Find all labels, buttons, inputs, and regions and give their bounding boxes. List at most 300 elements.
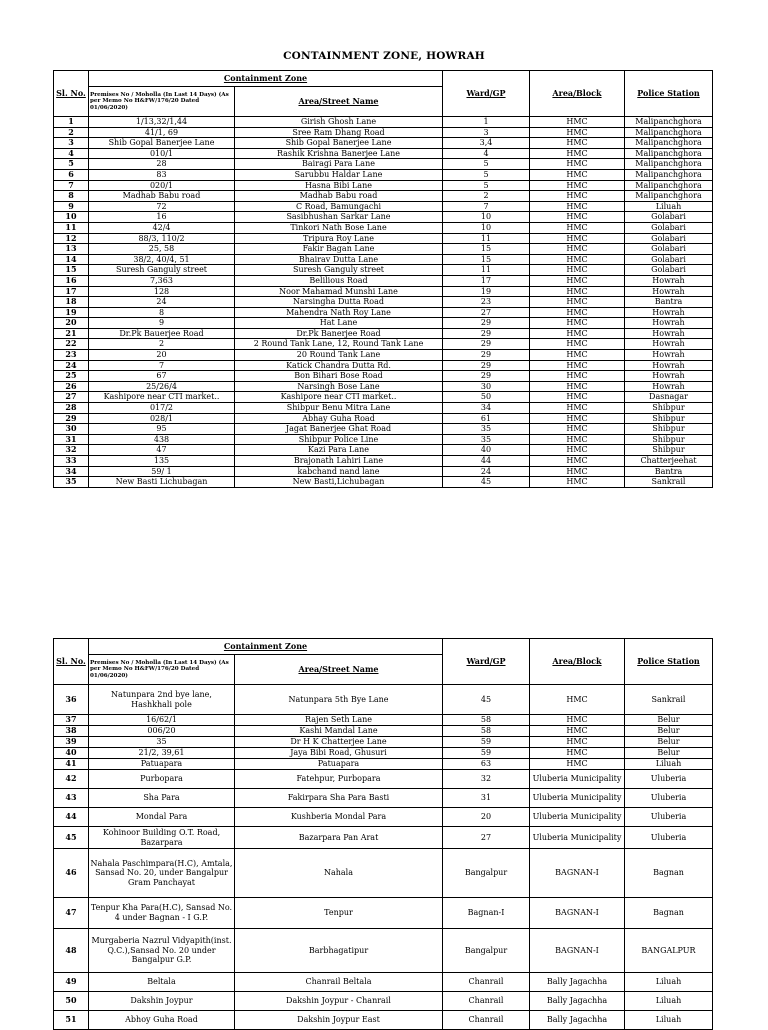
cell-premises: 28 <box>89 159 235 170</box>
cell-ward-gp: 29 <box>443 318 530 329</box>
cell-area-block: HMC <box>530 466 625 477</box>
cell-ward-gp: 29 <box>443 360 530 371</box>
cell-premises: 42/4 <box>89 222 235 233</box>
cell-area-street: Fakir Bagan Lane <box>235 244 443 255</box>
cell-area-block: HMC <box>530 212 625 223</box>
table-row <box>54 445 713 456</box>
cell-premises: Shib Gopal Banerjee Lane <box>89 138 235 149</box>
cell-premises: Sha Para <box>89 789 235 808</box>
cell-premises: Abhoy Guha Road <box>89 1011 235 1030</box>
cell-sl-no: 39 <box>54 737 89 748</box>
cell-area-street: kabchand nand lane <box>235 466 443 477</box>
cell-police-station: Golabari <box>625 265 713 276</box>
cell-police-station: Golabari <box>625 212 713 223</box>
cell-area-street: Hat Lane <box>235 318 443 329</box>
header-area-block: Area/Block <box>530 71 625 117</box>
cell-sl-no: 9 <box>54 201 89 212</box>
table-row <box>54 371 713 382</box>
cell-sl-no: 36 <box>54 685 89 715</box>
cell-ward-gp: 34 <box>443 403 530 414</box>
cell-area-block: HMC <box>530 117 625 128</box>
cell-ward-gp: 11 <box>443 233 530 244</box>
cell-ward-gp: 58 <box>443 715 530 726</box>
cell-sl-no: 48 <box>54 929 89 973</box>
table-row <box>54 222 713 233</box>
cell-area-street: Madhab Babu road <box>235 191 443 202</box>
cell-premises: 25, 58 <box>89 244 235 255</box>
cell-area-street: Hasna Bibi Lane <box>235 180 443 191</box>
cell-area-street: Sasibhushan Sarkar Lane <box>235 212 443 223</box>
cell-police-station: Belur <box>625 748 713 759</box>
cell-premises: 7,363 <box>89 275 235 286</box>
cell-premises: 67 <box>89 371 235 382</box>
cell-premises: 2 <box>89 339 235 350</box>
cell-police-station: Bantra <box>625 466 713 477</box>
cell-area-block: HMC <box>530 424 625 435</box>
cell-sl-no: 17 <box>54 286 89 297</box>
cell-premises: 7 <box>89 360 235 371</box>
cell-police-station: Bantra <box>625 297 713 308</box>
cell-area-street: 2 Round Tank Lane, 12, Round Tank Lane <box>235 339 443 350</box>
cell-area-block: HMC <box>530 222 625 233</box>
cell-police-station: Uluberia <box>625 808 713 827</box>
cell-area-street: Sarubbu Haldar Lane <box>235 169 443 180</box>
table-row <box>54 827 713 849</box>
cell-police-station: Malipanchghora <box>625 169 713 180</box>
cell-police-station: Shibpur <box>625 424 713 435</box>
table-row <box>54 413 713 424</box>
cell-ward-gp: 24 <box>443 466 530 477</box>
table-row <box>54 169 713 180</box>
cell-premises: 017/2 <box>89 403 235 414</box>
cell-area-block: HMC <box>530 350 625 361</box>
cell-police-station: Liluah <box>625 973 713 992</box>
cell-police-station: Howrah <box>625 360 713 371</box>
cell-sl-no: 33 <box>54 456 89 467</box>
cell-sl-no: 5 <box>54 159 89 170</box>
table-row <box>54 127 713 138</box>
cell-area-block: HMC <box>530 138 625 149</box>
header-ward-gp: Ward/GP <box>443 639 530 685</box>
cell-area-block: HMC <box>530 275 625 286</box>
cell-premises: 88/3, 110/2 <box>89 233 235 244</box>
cell-police-station: Howrah <box>625 307 713 318</box>
cell-area-block: HMC <box>530 244 625 255</box>
table-row <box>54 212 713 223</box>
header-premises: Premises No / Moholla (In Last 14 Days) (As per Memo No H&FW/176/20 Dated 01/06/2020) <box>89 655 235 685</box>
cell-area-block: BAGNAN-I <box>530 898 625 929</box>
table-row <box>54 808 713 827</box>
table-row <box>54 1011 713 1030</box>
cell-premises: 16 <box>89 212 235 223</box>
header-containment-zone: Containment Zone <box>89 71 443 87</box>
table-row <box>54 180 713 191</box>
cell-police-station: Sankrail <box>625 477 713 488</box>
cell-area-street: Fatehpur, Purbopara <box>235 770 443 789</box>
cell-area-block: HMC <box>530 148 625 159</box>
cell-sl-no: 47 <box>54 898 89 929</box>
cell-sl-no: 7 <box>54 180 89 191</box>
table-row <box>54 201 713 212</box>
table-row <box>54 466 713 477</box>
table-row <box>54 759 713 770</box>
cell-premises: Natunpara 2nd bye lane, Hashkhali pole <box>89 685 235 715</box>
table-row <box>54 381 713 392</box>
cell-sl-no: 45 <box>54 827 89 849</box>
cell-area-street: Tinkori Nath Bose Lane <box>235 222 443 233</box>
table-row <box>54 929 713 973</box>
cell-ward-gp: 4 <box>443 148 530 159</box>
table-row <box>54 148 713 159</box>
cell-police-station: Golabari <box>625 254 713 265</box>
cell-area-block: HMC <box>530 413 625 424</box>
table-row <box>54 265 713 276</box>
cell-police-station: Howrah <box>625 286 713 297</box>
cell-sl-no: 3 <box>54 138 89 149</box>
cell-area-block: Bally Jagachha <box>530 1011 625 1030</box>
cell-premises: 41/1, 69 <box>89 127 235 138</box>
cell-premises: 95 <box>89 424 235 435</box>
cell-premises: Mondal Para <box>89 808 235 827</box>
cell-ward-gp: 3,4 <box>443 138 530 149</box>
cell-area-block: BAGNAN-I <box>530 849 625 898</box>
cell-ward-gp: 40 <box>443 445 530 456</box>
cell-police-station: Belur <box>625 715 713 726</box>
cell-ward-gp: 58 <box>443 726 530 737</box>
cell-premises: Murgaberia Nazrul Vidyapith(inst. Q.C.),Sansad No. 20 under Bangalpur G.P. <box>89 929 235 973</box>
cell-ward-gp: Bangalpur <box>443 929 530 973</box>
cell-area-block: HMC <box>530 328 625 339</box>
cell-premises: 38/2, 40/4, 51 <box>89 254 235 265</box>
cell-sl-no: 41 <box>54 759 89 770</box>
table-row <box>54 233 713 244</box>
cell-police-station: Belur <box>625 726 713 737</box>
cell-police-station: Uluberia <box>625 770 713 789</box>
cell-area-block: HMC <box>530 318 625 329</box>
cell-premises: 24 <box>89 297 235 308</box>
cell-premises: Dakshin Joypur <box>89 992 235 1011</box>
cell-police-station: Shibpur <box>625 413 713 424</box>
cell-sl-no: 49 <box>54 973 89 992</box>
cell-police-station: BANGALPUR <box>625 929 713 973</box>
cell-area-street: Katick Chandra Dutta Rd. <box>235 360 443 371</box>
table-row <box>54 434 713 445</box>
cell-ward-gp: 10 <box>443 212 530 223</box>
cell-area-street: Fakirpara Sha Para Basti <box>235 789 443 808</box>
cell-police-station: Dasnagar <box>625 392 713 403</box>
cell-area-block: HMC <box>530 748 625 759</box>
header-sl-no: Sl. No. <box>54 639 89 685</box>
cell-ward-gp: 15 <box>443 254 530 265</box>
cell-area-block: HMC <box>530 715 625 726</box>
cell-sl-no: 12 <box>54 233 89 244</box>
table-row <box>54 715 713 726</box>
cell-premises: 25/26/4 <box>89 381 235 392</box>
cell-premises: New Basti Lichubagan <box>89 477 235 488</box>
cell-police-station: Liluah <box>625 992 713 1011</box>
cell-police-station: Golabari <box>625 244 713 255</box>
cell-area-block: HMC <box>530 477 625 488</box>
cell-ward-gp: 5 <box>443 180 530 191</box>
cell-area-street: 20 Round Tank Lane <box>235 350 443 361</box>
cell-area-street: Jagat Banerjee Ghat Road <box>235 424 443 435</box>
cell-ward-gp: 29 <box>443 328 530 339</box>
cell-ward-gp: 45 <box>443 477 530 488</box>
cell-sl-no: 25 <box>54 371 89 382</box>
cell-area-street: Jaya Bibi Road, Ghusuri <box>235 748 443 759</box>
cell-ward-gp: 20 <box>443 808 530 827</box>
cell-area-street: Belilious Road <box>235 275 443 286</box>
table-row <box>54 297 713 308</box>
table-row <box>54 138 713 149</box>
cell-sl-no: 44 <box>54 808 89 827</box>
cell-police-station: Liluah <box>625 201 713 212</box>
cell-sl-no: 2 <box>54 127 89 138</box>
table-row <box>54 350 713 361</box>
page-title: CONTAINMENT ZONE, HOWRAH <box>283 50 485 62</box>
cell-area-street: Brajonath Lahiri Lane <box>235 456 443 467</box>
cell-area-street: Narsingha Dutta Road <box>235 297 443 308</box>
cell-police-station: Malipanchghora <box>625 117 713 128</box>
cell-ward-gp: 1 <box>443 117 530 128</box>
header-containment-zone: Containment Zone <box>89 639 443 655</box>
cell-ward-gp: 29 <box>443 339 530 350</box>
cell-police-station: Malipanchghora <box>625 148 713 159</box>
cell-area-block: HMC <box>530 685 625 715</box>
cell-area-block: HMC <box>530 201 625 212</box>
cell-area-block: HMC <box>530 737 625 748</box>
cell-sl-no: 46 <box>54 849 89 898</box>
cell-area-block: BAGNAN-I <box>530 929 625 973</box>
cell-area-block: HMC <box>530 445 625 456</box>
cell-premises: 135 <box>89 456 235 467</box>
cell-area-street: Rashik Krishna Banerjee Lane <box>235 148 443 159</box>
cell-premises: 72 <box>89 201 235 212</box>
cell-ward-gp: Bangalpur <box>443 849 530 898</box>
cell-area-block: Bally Jagachha <box>530 992 625 1011</box>
cell-premises: 020/1 <box>89 180 235 191</box>
cell-ward-gp: 19 <box>443 286 530 297</box>
cell-premises: 9 <box>89 318 235 329</box>
cell-sl-no: 38 <box>54 726 89 737</box>
header-police-station: Police Station <box>625 639 713 685</box>
cell-area-street: Shibpur Benu Mitra Lane <box>235 403 443 414</box>
cell-police-station: Golabari <box>625 222 713 233</box>
cell-police-station: Howrah <box>625 328 713 339</box>
cell-sl-no: 28 <box>54 403 89 414</box>
cell-sl-no: 20 <box>54 318 89 329</box>
cell-premises: 20 <box>89 350 235 361</box>
table-row <box>54 275 713 286</box>
cell-sl-no: 37 <box>54 715 89 726</box>
cell-sl-no: 1 <box>54 117 89 128</box>
cell-ward-gp: 61 <box>443 413 530 424</box>
table-row <box>54 685 713 715</box>
cell-premises: Purbopara <box>89 770 235 789</box>
table-row <box>54 789 713 808</box>
cell-sl-no: 27 <box>54 392 89 403</box>
cell-area-block: HMC <box>530 339 625 350</box>
cell-police-station: Uluberia <box>625 789 713 808</box>
cell-ward-gp: 23 <box>443 297 530 308</box>
cell-sl-no: 24 <box>54 360 89 371</box>
cell-ward-gp: 11 <box>443 265 530 276</box>
cell-ward-gp: Chanrail <box>443 1011 530 1030</box>
cell-area-block: HMC <box>530 265 625 276</box>
cell-ward-gp: 30 <box>443 381 530 392</box>
cell-ward-gp: 59 <box>443 737 530 748</box>
cell-police-station: Malipanchghora <box>625 191 713 202</box>
cell-area-block: Uluberia Municipality <box>530 827 625 849</box>
cell-ward-gp: 27 <box>443 307 530 318</box>
cell-area-street: Kushberia Mondal Para <box>235 808 443 827</box>
cell-police-station: Uluberia <box>625 827 713 849</box>
cell-premises: 006/20 <box>89 726 235 737</box>
cell-area-street: Bhairav Dutta Lane <box>235 254 443 265</box>
cell-premises: 35 <box>89 737 235 748</box>
cell-police-station: Malipanchghora <box>625 159 713 170</box>
cell-sl-no: 31 <box>54 434 89 445</box>
cell-premises: Beltala <box>89 973 235 992</box>
cell-police-station: Shibpur <box>625 445 713 456</box>
cell-police-station: Bagnan <box>625 849 713 898</box>
header-area-street: Area/Street Name <box>235 655 443 685</box>
cell-sl-no: 50 <box>54 992 89 1011</box>
table-row <box>54 456 713 467</box>
cell-area-block: HMC <box>530 456 625 467</box>
cell-premises: Suresh Ganguly street <box>89 265 235 276</box>
cell-sl-no: 16 <box>54 275 89 286</box>
cell-area-block: HMC <box>530 254 625 265</box>
cell-area-block: HMC <box>530 371 625 382</box>
cell-sl-no: 30 <box>54 424 89 435</box>
cell-sl-no: 29 <box>54 413 89 424</box>
cell-sl-no: 22 <box>54 339 89 350</box>
cell-premises: 16/62/1 <box>89 715 235 726</box>
cell-area-street: Suresh Ganguly street <box>235 265 443 276</box>
table-row <box>54 726 713 737</box>
table-row <box>54 191 713 202</box>
cell-area-block: Uluberia Municipality <box>530 789 625 808</box>
cell-police-station: Howrah <box>625 371 713 382</box>
cell-ward-gp: 3 <box>443 127 530 138</box>
table-row <box>54 328 713 339</box>
cell-area-street: Nahala <box>235 849 443 898</box>
cell-area-street: Narsingh Bose Lane <box>235 381 443 392</box>
cell-sl-no: 32 <box>54 445 89 456</box>
cell-area-block: HMC <box>530 297 625 308</box>
table-row <box>54 737 713 748</box>
cell-area-street: Barbhagatipur <box>235 929 443 973</box>
cell-area-street: Tenpur <box>235 898 443 929</box>
cell-sl-no: 4 <box>54 148 89 159</box>
cell-ward-gp: 44 <box>443 456 530 467</box>
cell-area-block: Bally Jagachha <box>530 973 625 992</box>
cell-premises: Dr.Pk Bauerjee Road <box>89 328 235 339</box>
header-premises: Premises No / Moholla (In Last 14 Days) (As per Memo No H&FW/176/20 Dated 01/06/2020) <box>89 87 235 117</box>
cell-police-station: Howrah <box>625 350 713 361</box>
cell-ward-gp: 10 <box>443 222 530 233</box>
cell-police-station: Liluah <box>625 1011 713 1030</box>
table-row <box>54 360 713 371</box>
cell-police-station: Belur <box>625 737 713 748</box>
table-row <box>54 770 713 789</box>
cell-premises: 47 <box>89 445 235 456</box>
cell-ward-gp: 63 <box>443 759 530 770</box>
cell-area-street: Bairagi Para Lane <box>235 159 443 170</box>
cell-sl-no: 23 <box>54 350 89 361</box>
cell-area-block: Uluberia Municipality <box>530 808 625 827</box>
cell-premises: 21/2, 39,61 <box>89 748 235 759</box>
cell-premises: Patuapara <box>89 759 235 770</box>
cell-police-station: Malipanchghora <box>625 127 713 138</box>
table-row <box>54 748 713 759</box>
cell-sl-no: 40 <box>54 748 89 759</box>
table-row <box>54 318 713 329</box>
header-sl-no: Sl. No. <box>54 71 89 117</box>
cell-area-block: HMC <box>530 307 625 318</box>
cell-area-block: HMC <box>530 286 625 297</box>
cell-premises: 1/13,32/1,44 <box>89 117 235 128</box>
cell-area-block: HMC <box>530 169 625 180</box>
cell-premises: 028/1 <box>89 413 235 424</box>
cell-ward-gp: 45 <box>443 685 530 715</box>
cell-police-station: Golabari <box>625 233 713 244</box>
cell-ward-gp: 7 <box>443 201 530 212</box>
cell-area-street: Bon Bihari Bose Road <box>235 371 443 382</box>
cell-area-street: Kashi Mandal Lane <box>235 726 443 737</box>
table-row <box>54 254 713 265</box>
cell-area-street: Rajen Seth Lane <box>235 715 443 726</box>
cell-premises: 83 <box>89 169 235 180</box>
cell-sl-no: 8 <box>54 191 89 202</box>
header-area-block: Area/Block <box>530 639 625 685</box>
cell-area-block: HMC <box>530 392 625 403</box>
cell-area-street: Natunpara 5th Bye Lane <box>235 685 443 715</box>
cell-police-station: Sankrail <box>625 685 713 715</box>
cell-area-block: HMC <box>530 403 625 414</box>
cell-area-street: Bazarpara Pan Arat <box>235 827 443 849</box>
cell-ward-gp: 5 <box>443 159 530 170</box>
table-row <box>54 392 713 403</box>
cell-area-block: HMC <box>530 360 625 371</box>
cell-ward-gp: Bagnan-I <box>443 898 530 929</box>
cell-area-block: HMC <box>530 434 625 445</box>
table-row <box>54 403 713 414</box>
cell-sl-no: 43 <box>54 789 89 808</box>
cell-ward-gp: Chanrail <box>443 973 530 992</box>
cell-sl-no: 51 <box>54 1011 89 1030</box>
cell-area-street: Girish Ghosh Lane <box>235 117 443 128</box>
cell-area-block: HMC <box>530 180 625 191</box>
cell-sl-no: 34 <box>54 466 89 477</box>
cell-police-station: Howrah <box>625 318 713 329</box>
header-area-street: Area/Street Name <box>235 87 443 117</box>
cell-area-street: Dakshin Joypur - Chanrail <box>235 992 443 1011</box>
cell-sl-no: 19 <box>54 307 89 318</box>
cell-area-block: HMC <box>530 159 625 170</box>
cell-sl-no: 6 <box>54 169 89 180</box>
cell-sl-no: 13 <box>54 244 89 255</box>
cell-ward-gp: 31 <box>443 789 530 808</box>
cell-police-station: Malipanchghora <box>625 180 713 191</box>
cell-ward-gp: 29 <box>443 371 530 382</box>
cell-sl-no: 14 <box>54 254 89 265</box>
cell-area-street: Dr H K Chatterjee Lane <box>235 737 443 748</box>
cell-area-street: Sree Ram Dhang Road <box>235 127 443 138</box>
cell-ward-gp: 59 <box>443 748 530 759</box>
cell-premises: Madhab Babu road <box>89 191 235 202</box>
